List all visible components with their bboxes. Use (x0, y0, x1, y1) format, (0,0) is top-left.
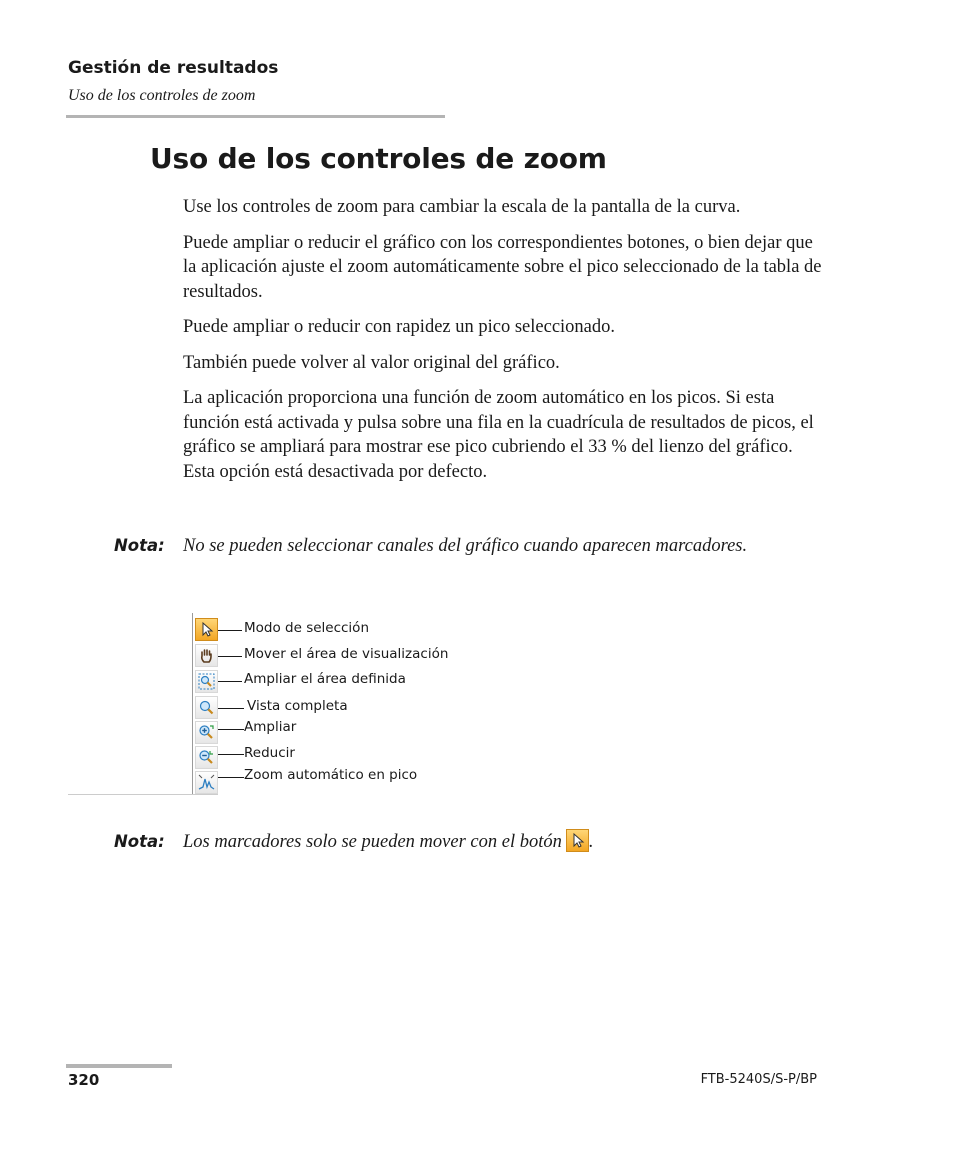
zoom-out-button[interactable] (195, 746, 218, 769)
full-view-icon (197, 698, 216, 717)
zoom-out-icon (197, 748, 216, 767)
note-label: Nota: (114, 536, 165, 555)
callout-line (218, 729, 244, 730)
callout-line (218, 630, 242, 631)
toolbar-label: Zoom automático en pico (244, 767, 418, 783)
zoom-area-button[interactable] (195, 670, 218, 693)
toolbar-label: Modo de selección (244, 620, 370, 636)
toolbar-label: Mover el área de visualización (244, 646, 449, 662)
note-text: No se pueden seleccionar canales del gráfico cuando aparecen marcadores. (183, 536, 748, 556)
toolbar-label: Vista completa (247, 698, 348, 714)
product-model: FTB-5240S/S-P/BP (700, 1072, 817, 1087)
note-text (183, 830, 773, 855)
page-number: 320 (68, 1071, 100, 1089)
toolbar-edge (192, 613, 193, 794)
body-text (183, 195, 823, 495)
pan-view-button[interactable] (195, 644, 218, 667)
zoom-in-icon (197, 723, 216, 742)
callout-line (218, 681, 242, 682)
callout-line (218, 754, 244, 755)
note-label: Nota: (114, 832, 165, 851)
paragraph: Puede ampliar o reducir con rapidez un pico seleccionado. (183, 317, 616, 337)
figure-baseline (68, 794, 218, 795)
selection-arrow-icon (197, 620, 216, 639)
paragraph: Puede ampliar o reducir el gráfico con los correspondientes botones, o bien dejar que la aplicación ajuste el zoom automáticamente sobre el pico seleccionado de la tabla de resultados. (183, 232, 822, 302)
note-text-end: . (588, 832, 594, 852)
paragraph: Use los controles de zoom para cambiar la escala de la pantalla de la curva. (183, 197, 741, 217)
hand-pan-icon (197, 646, 216, 665)
zoom-in-button[interactable] (195, 721, 218, 744)
page-title: Uso de los controles de zoom (150, 142, 607, 175)
running-header-subsection: Uso de los controles de zoom (68, 87, 256, 104)
full-view-button[interactable] (195, 696, 218, 719)
selection-arrow-icon (568, 831, 587, 850)
zoom-area-icon (197, 672, 216, 691)
toolbar-label: Ampliar (244, 719, 297, 735)
paragraph: La aplicación proporciona una función de zoom automático en los picos. Si esta función está activada y pulsa sobre una fila en la cuadrícula de resultados de picos, el gráfico se ampliará para mostrar ese pico cubriendo el 33 % del lienzo del gráfico. Esta opción está desactivada por defecto. (183, 388, 814, 482)
note-text-body: Los marcadores solo se pueden mover con el botón (183, 832, 562, 852)
auto-zoom-peak-button[interactable] (195, 771, 218, 794)
callout-line (218, 656, 242, 657)
callout-line (218, 708, 244, 709)
inline-selection-button (566, 829, 589, 852)
callout-line (218, 777, 244, 778)
footer-rule (66, 1064, 172, 1068)
toolbar-label: Ampliar el área definida (244, 671, 406, 687)
toolbar-label: Reducir (244, 745, 295, 761)
running-header-section: Gestión de resultados (68, 58, 279, 78)
paragraph: También puede volver al valor original del gráfico. (183, 352, 560, 373)
auto-zoom-peak-icon (197, 773, 216, 792)
header-rule (66, 115, 445, 118)
selection-mode-button[interactable] (195, 618, 218, 641)
